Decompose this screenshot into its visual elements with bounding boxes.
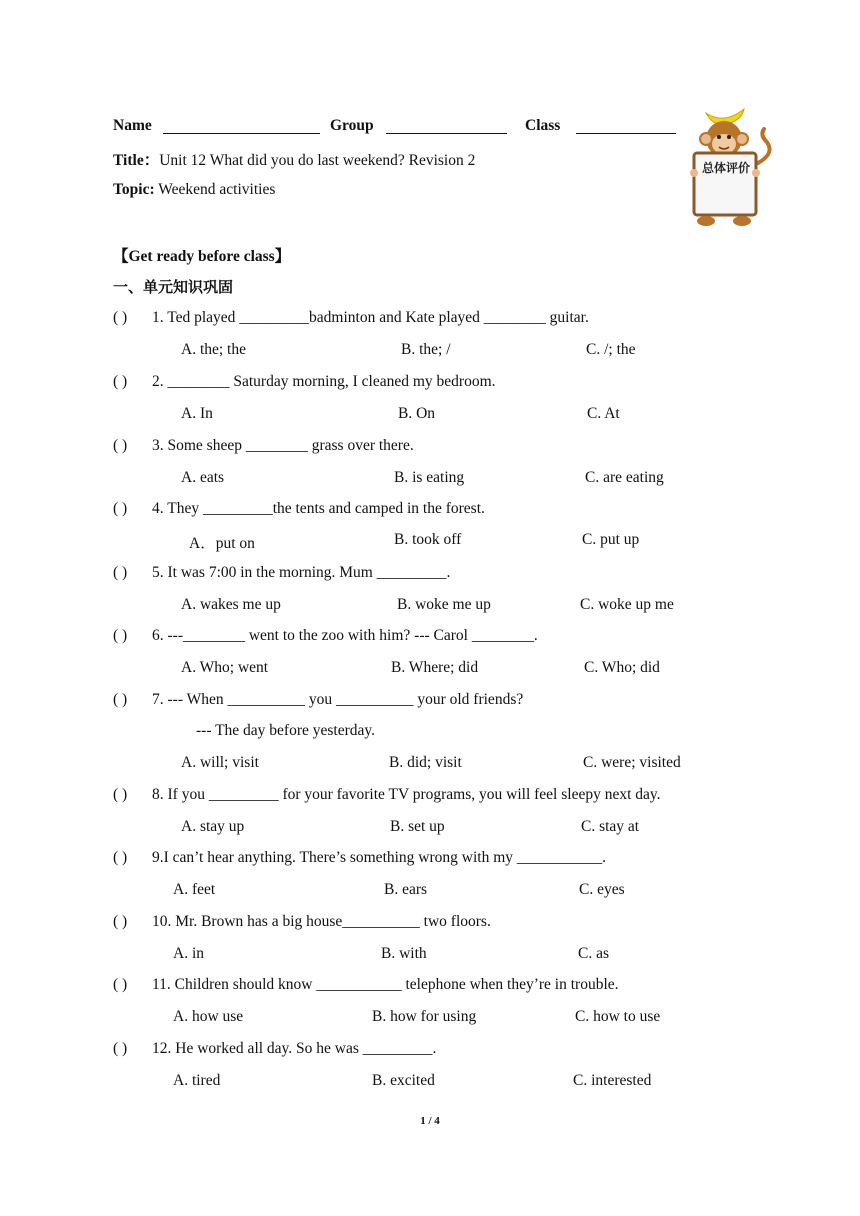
badge-text: 总体评价 <box>701 161 750 175</box>
question-text: 1. Ted played _________badminton and Kate played ________ guitar. <box>152 309 589 326</box>
group-blank[interactable] <box>386 119 507 134</box>
monkey-mascot-icon <box>684 103 774 231</box>
group-label: Group <box>330 117 374 134</box>
section-heading: 【Get ready before class】 <box>113 248 291 265</box>
answer-paren[interactable]: ( ) <box>113 437 128 454</box>
question-text: 4. They _________the tents and camped in the forest. <box>152 500 485 517</box>
question-text: 12. He worked all day. So he was _________. <box>152 1040 437 1057</box>
option-c: C. are eating <box>585 469 664 486</box>
option-c: C. woke up me <box>580 596 674 613</box>
question-text: 2. ________ Saturday morning, I cleaned my bedroom. <box>152 373 496 390</box>
option-a: A. the; the <box>181 341 246 358</box>
option-a: A. feet <box>173 881 216 898</box>
answer-paren[interactable]: ( ) <box>113 786 128 803</box>
option-c: C. Who; did <box>584 659 660 676</box>
option-b: B. set up <box>390 818 445 835</box>
title-label: Title： <box>113 152 160 169</box>
option-c: C. stay at <box>581 818 640 835</box>
option-c: C. how to use <box>575 1008 661 1025</box>
name-blank[interactable] <box>163 119 320 134</box>
question-text: 7. --- When __________ you __________ your old friends? <box>152 691 524 708</box>
answer-paren[interactable]: ( ) <box>113 309 128 326</box>
title-line <box>113 148 475 170</box>
option-c: C. put up <box>582 531 640 548</box>
answer-paren[interactable]: ( ) <box>113 373 128 390</box>
answer-paren[interactable]: ( ) <box>113 627 128 644</box>
answer-paren[interactable]: ( ) <box>113 564 128 581</box>
option-a: A. in <box>173 945 204 962</box>
option-b: B. On <box>398 405 436 422</box>
option-c: C. interested <box>573 1072 652 1089</box>
option-c: C. /; the <box>586 341 636 358</box>
option-b: B. is eating <box>394 469 465 486</box>
name-label: Name <box>113 117 152 134</box>
class-label: Class <box>525 117 561 134</box>
answer-paren[interactable]: ( ) <box>113 1040 128 1057</box>
question-subtext: --- The day before yesterday. <box>196 722 376 739</box>
question-text: 3. Some sheep ________ grass over there. <box>152 437 414 454</box>
question-text: 11. Children should know ___________ telephone when they’re in trouble. <box>152 976 619 993</box>
option-b: B. did; visit <box>389 754 462 771</box>
answer-paren[interactable]: ( ) <box>113 500 128 517</box>
option-b: B. Where; did <box>391 659 479 676</box>
section-subheading: 一、单元知识巩固 <box>113 278 234 296</box>
option-b: B. with <box>381 945 427 962</box>
option-a: A. wakes me up <box>181 596 281 613</box>
option-a: A．put on <box>189 535 255 552</box>
option-a: A. how use <box>173 1008 244 1025</box>
option-c: C. as <box>578 945 609 962</box>
topic-value: Weekend activities <box>158 181 276 198</box>
topic-label: Topic: <box>113 181 155 198</box>
option-a: A. tired <box>173 1072 221 1089</box>
answer-paren[interactable]: ( ) <box>113 913 128 930</box>
option-b: B. how for using <box>372 1008 477 1025</box>
topic-line <box>113 181 275 199</box>
question-text: 10. Mr. Brown has a big house__________ two floors. <box>152 913 491 930</box>
question-text: 9.I can’t hear anything. There’s something wrong with my ___________. <box>152 849 607 866</box>
option-a: A. In <box>181 405 213 422</box>
option-a: A. stay up <box>181 818 245 835</box>
answer-paren[interactable]: ( ) <box>113 691 128 708</box>
option-b: B. took off <box>394 531 462 548</box>
answer-paren[interactable]: ( ) <box>113 976 128 993</box>
option-a: A. will; visit <box>181 754 259 771</box>
option-b: B. excited <box>372 1072 435 1089</box>
class-blank[interactable] <box>576 119 676 134</box>
title-value: Unit 12 What did you do last weekend? Revision 2 <box>159 152 476 169</box>
option-c: C. were; visited <box>583 754 681 771</box>
option-c: C. At <box>587 405 620 422</box>
question-text: 6. ---________ went to the zoo with him? --- Carol ________. <box>152 627 538 644</box>
option-b: B. the; / <box>401 341 451 358</box>
option-c: C. eyes <box>579 881 625 898</box>
question-text: 5. It was 7:00 in the morning. Mum _________. <box>152 564 451 581</box>
option-a: A. eats <box>181 469 225 486</box>
option-b: B. ears <box>384 881 428 898</box>
option-b: B. woke me up <box>397 596 491 613</box>
option-a: A. Who; went <box>181 659 269 676</box>
question-text: 8. If you _________ for your favorite TV programs, you will feel sleepy next day. <box>152 786 661 803</box>
answer-paren[interactable]: ( ) <box>113 849 128 866</box>
page-number: 1 / 4 <box>420 1115 440 1127</box>
